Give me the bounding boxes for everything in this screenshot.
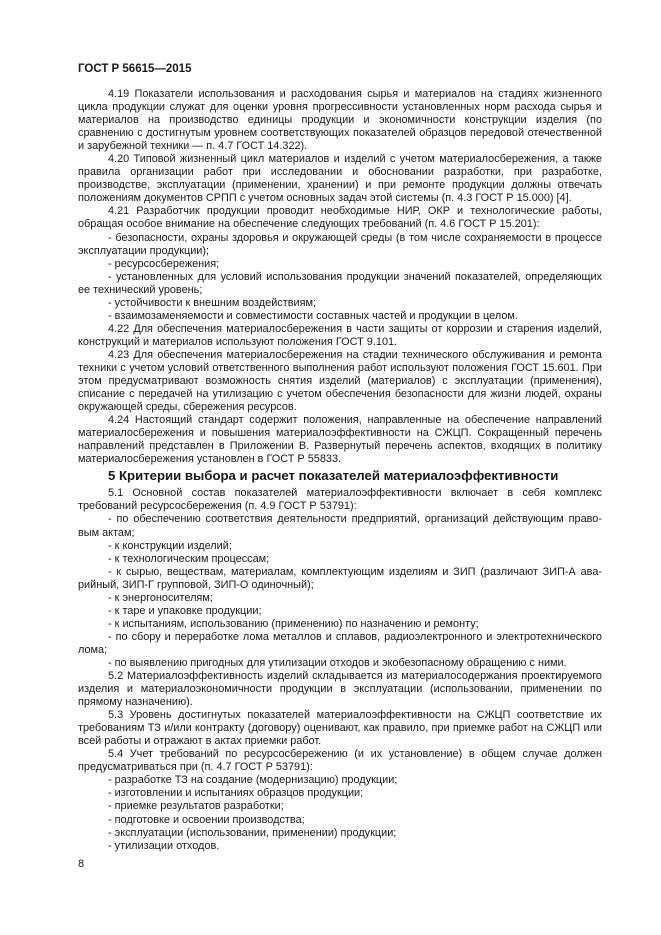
paragraph: - ресурсосбережения;	[108, 257, 220, 270]
paragraph: - по обеспечению соответствия деятельности предприятий, организаций действующим право-вым актам;	[78, 513, 602, 539]
paragraph: - подготовке и освоении производства;	[108, 813, 305, 826]
section-heading: 5 Критерии выбора и расчет показателей материалоэффективности	[108, 468, 559, 484]
paragraph: 5.3 Уровень достигнутых показателей материалоэффективности на СЖЦП соответствие их требованиям ТЗ и/или контракту (договору) оценивают, как правило, при приемке работ на СЖЦП или всей работы и отражают в актах приемки работ.	[78, 709, 602, 748]
paragraph: - приемке результатов разработки;	[108, 800, 284, 813]
paragraph: 4.23 Для обеспечения материалосбережения на стадии технического обслуживания и ремонта техники с учетом условий ответственного выполнения работ используют положения ГОСТ 15.601. При этом предусматривают возможность снятия изделий (материалов) с эксплуатации (применения), списание с передачей на утилизацию с учетом обеспечения безопасности для жизни людей, охраны окружающей среды, сбережения ресурсов.	[78, 348, 602, 414]
paragraph: - к сырью, веществам, материалам, комплектующим изделиям и ЗИП (различают ЗИП-А ава-рийный, ЗИП-Г групповой, ЗИП-О одиночный);	[78, 565, 602, 591]
paragraph: - взаимозаменяемости и совместимости составных частей и продукции в целом.	[108, 309, 518, 322]
paragraph: 5.4 Учет требований по ресурсосбережению (и их установление) в общем случае должен предусматриваться при (п. 4.7 ГОСТ Р 53791):	[78, 748, 602, 774]
paragraph: - безопасности, охраны здоровья и окружающей среды (в том числе сохраняемости в процессе эксплуатации продукции);	[78, 231, 602, 257]
paragraph: 4.21 Разработчик продукции проводит необходимые НИР, ОКР и технологические работы, обращая особое внимание на обеспечение следующих требований (п. 4.6 ГОСТ Р 15.201):	[78, 205, 602, 231]
paragraph: - по выявлению пригодных для утилизации отходов и экобезопасному обращению с ними.	[108, 656, 567, 669]
paragraph: - устойчивости к внешним воздействиям;	[108, 296, 317, 309]
paragraph: - эксплуатации (использовании, применении) продукции;	[108, 826, 397, 839]
document-body	[78, 88, 602, 853]
paragraph: - по сбору и переработке лома металлов и сплавов, радиоэлектронного и электротехнического лома;	[78, 630, 602, 656]
page-number: 8	[78, 858, 85, 870]
paragraph: - изготовлении и испытаниях образцов продукции;	[108, 787, 364, 800]
paragraph: 4.24 Настоящий стандарт содержит положения, направленные на обеспечение направлений материалосбережения и повышения материалоэффективности на СЖЦП. Сокращенный перечень направлений представлен в Приложении В. Развернутый перечень аспектов, входящих в политику материалосбережения установлен в ГОСТ Р 55833.	[78, 414, 602, 466]
document-header: ГОСТ Р 56615—2015	[78, 63, 192, 75]
paragraph: - разработке ТЗ на создание (модернизацию) продукции;	[108, 774, 398, 787]
paragraphs-before	[78, 88, 602, 466]
paragraph: - утилизации отходов.	[108, 839, 220, 852]
paragraph: - к таре и упаковке продукции;	[108, 604, 262, 617]
paragraph: 5.1 Основной состав показателей материалоэффективности включает в себя комплекс требований ресурсосбережения (п. 4.9 ГОСТ Р 53791):	[78, 487, 602, 513]
paragraph: 4.19 Показатели использования и расходования сырья и материалов на стадиях жизненного цикла продукции служат для оценки уровня прогрессивности установленных норм расхода сырья и материалов на производство единицы продукции и экономичности конструкции изделия (по сравнению с достигнутым уровнем соответствующих показателей образцов передовой отечественной и зарубежной техники — п. 4.7 ГОСТ 14.322).	[78, 88, 602, 153]
paragraph: 5.2 Материалоэффективность изделий складывается из материалосодержания проектируемого изделия и материалоэкономичности продукции в эксплуатации (использовании, применении по прямому назначению).	[78, 670, 602, 709]
paragraph: - к технологическим процессам;	[108, 552, 270, 565]
paragraph: - к энергоносителям;	[108, 591, 213, 604]
paragraph: 4.20 Типовой жизненный цикл материалов и изделий с учетом материалосбережения, а также правила организации работ при исследовании и обосновании разработки, при разработке, производстве, эксплуатации (применении, хранении) и при ремонте продукции должны отвечать положениям документов СРПП с учетом основных задач этой системы (п. 4.3 ГОСТ Р 15.000) [4].	[78, 153, 602, 205]
paragraphs-after	[78, 487, 602, 852]
paragraph: - установленных для условий использования продукции значений показателей, определяющих ее технический уровень;	[78, 270, 602, 296]
paragraph: - к конструкции изделий;	[108, 539, 232, 552]
paragraph: 4.22 Для обеспечения материалосбережения в части защиты от коррозии и старения изделий, конструкций и материалов используют положения ГОСТ 9.101.	[78, 322, 602, 348]
paragraph: - к испытаниям, использованию (применению) по назначению и ремонту;	[108, 617, 479, 630]
